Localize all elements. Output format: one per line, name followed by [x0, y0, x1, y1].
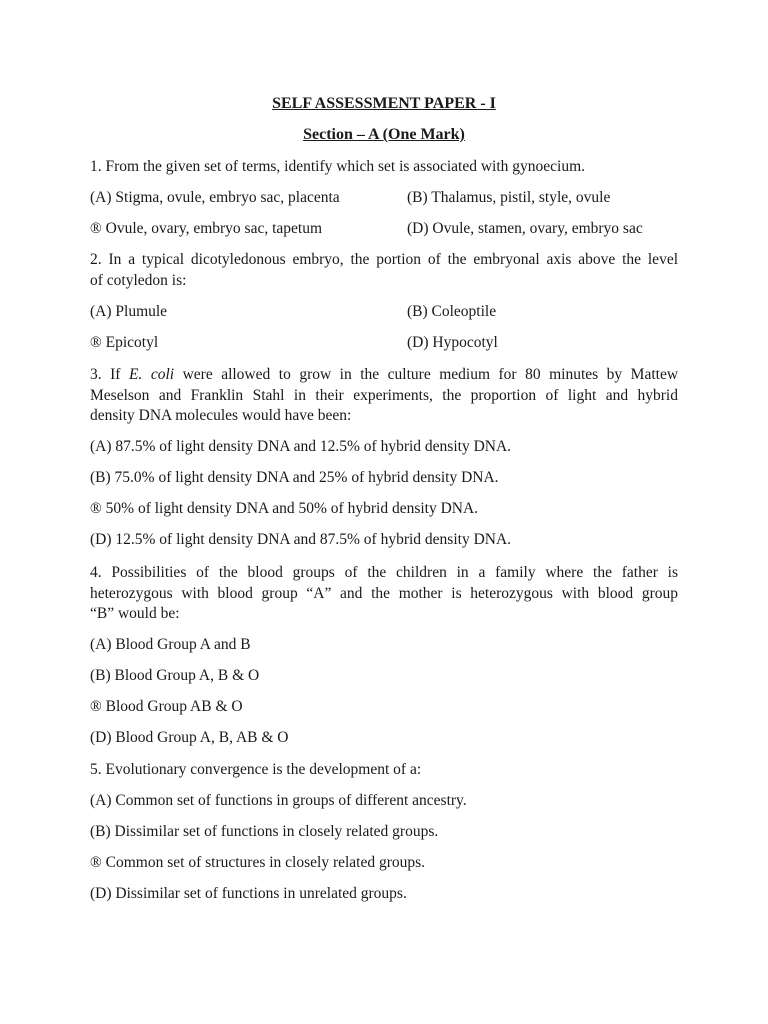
question-4-option-c: ® Blood Group AB & O	[90, 698, 243, 715]
question-3-option-c: ® 50% of light density DNA and 50% of hybrid density DNA.	[90, 500, 479, 517]
section-heading: Section – A (One Mark)	[303, 126, 465, 143]
question-2-option-b: (B) Coleoptile	[407, 303, 497, 320]
question-4-stem-line-2: heterozygous with blood group “A” and the mother is heterozygous with blood group	[90, 585, 678, 602]
question-5-option-b: (B) Dissimilar set of functions in closely related groups.	[90, 823, 439, 840]
question-3-stem-rest: were allowed to grow in the culture medium for 80 minutes by Mattew	[182, 366, 679, 383]
question-5-option-d: (D) Dissimilar set of functions in unrelated groups.	[90, 885, 407, 902]
question-3-option-d: (D) 12.5% of light density DNA and 87.5% of hybrid density DNA.	[90, 531, 512, 548]
question-4-option-d: (D) Blood Group A, B, AB & O	[90, 729, 289, 746]
question-3-stem-prefix: 3. If	[90, 366, 121, 383]
question-1-option-b: (B) Thalamus, pistil, style, ovule	[407, 189, 611, 206]
question-1-option-a: (A) Stigma, ovule, embryo sac, placenta	[90, 189, 340, 206]
paper-title: SELF ASSESSMENT PAPER - I	[272, 95, 496, 112]
question-2-stem-line-2: of cotyledon is:	[90, 272, 187, 289]
question-4-stem-line-1: 4. Possibilities of the blood groups of the children in a family where the father is	[90, 564, 678, 581]
organism-name: E. coli	[128, 366, 175, 383]
question-3-stem-line-3: density DNA molecules would have been:	[90, 407, 352, 424]
question-4-stem-line-3: “B” would be:	[90, 605, 180, 622]
question-5-stem: 5. Evolutionary convergence is the development of a:	[90, 761, 422, 778]
question-5-option-c: ® Common set of structures in closely related groups.	[90, 854, 426, 871]
question-3-option-a: (A) 87.5% of light density DNA and 12.5% of hybrid density DNA.	[90, 438, 512, 455]
question-4-option-a: (A) Blood Group A and B	[90, 636, 251, 653]
question-2-option-d: (D) Hypocotyl	[407, 334, 498, 351]
question-2-option-a: (A) Plumule	[90, 303, 168, 320]
question-3-stem-line-1	[90, 365, 678, 385]
question-1-option-c: ® Ovule, ovary, embryo sac, tapetum	[90, 220, 323, 237]
question-1-stem: 1. From the given set of terms, identify which set is associated with gynoecium.	[90, 158, 586, 175]
question-5-option-a: (A) Common set of functions in groups of different ancestry.	[90, 792, 467, 809]
question-2-option-c: ® Epicotyl	[90, 334, 159, 351]
question-3-option-b: (B) 75.0% of light density DNA and 25% of hybrid density DNA.	[90, 469, 499, 486]
question-3-stem-line-2: Meselson and Franklin Stahl in their experiments, the proportion of light and hybrid	[90, 387, 678, 404]
question-1-option-d: (D) Ovule, stamen, ovary, embryo sac	[407, 220, 643, 237]
question-4-option-b: (B) Blood Group A, B & O	[90, 667, 260, 684]
question-2-stem-line-1: 2. In a typical dicotyledonous embryo, the portion of the embryonal axis above the level	[90, 251, 678, 268]
